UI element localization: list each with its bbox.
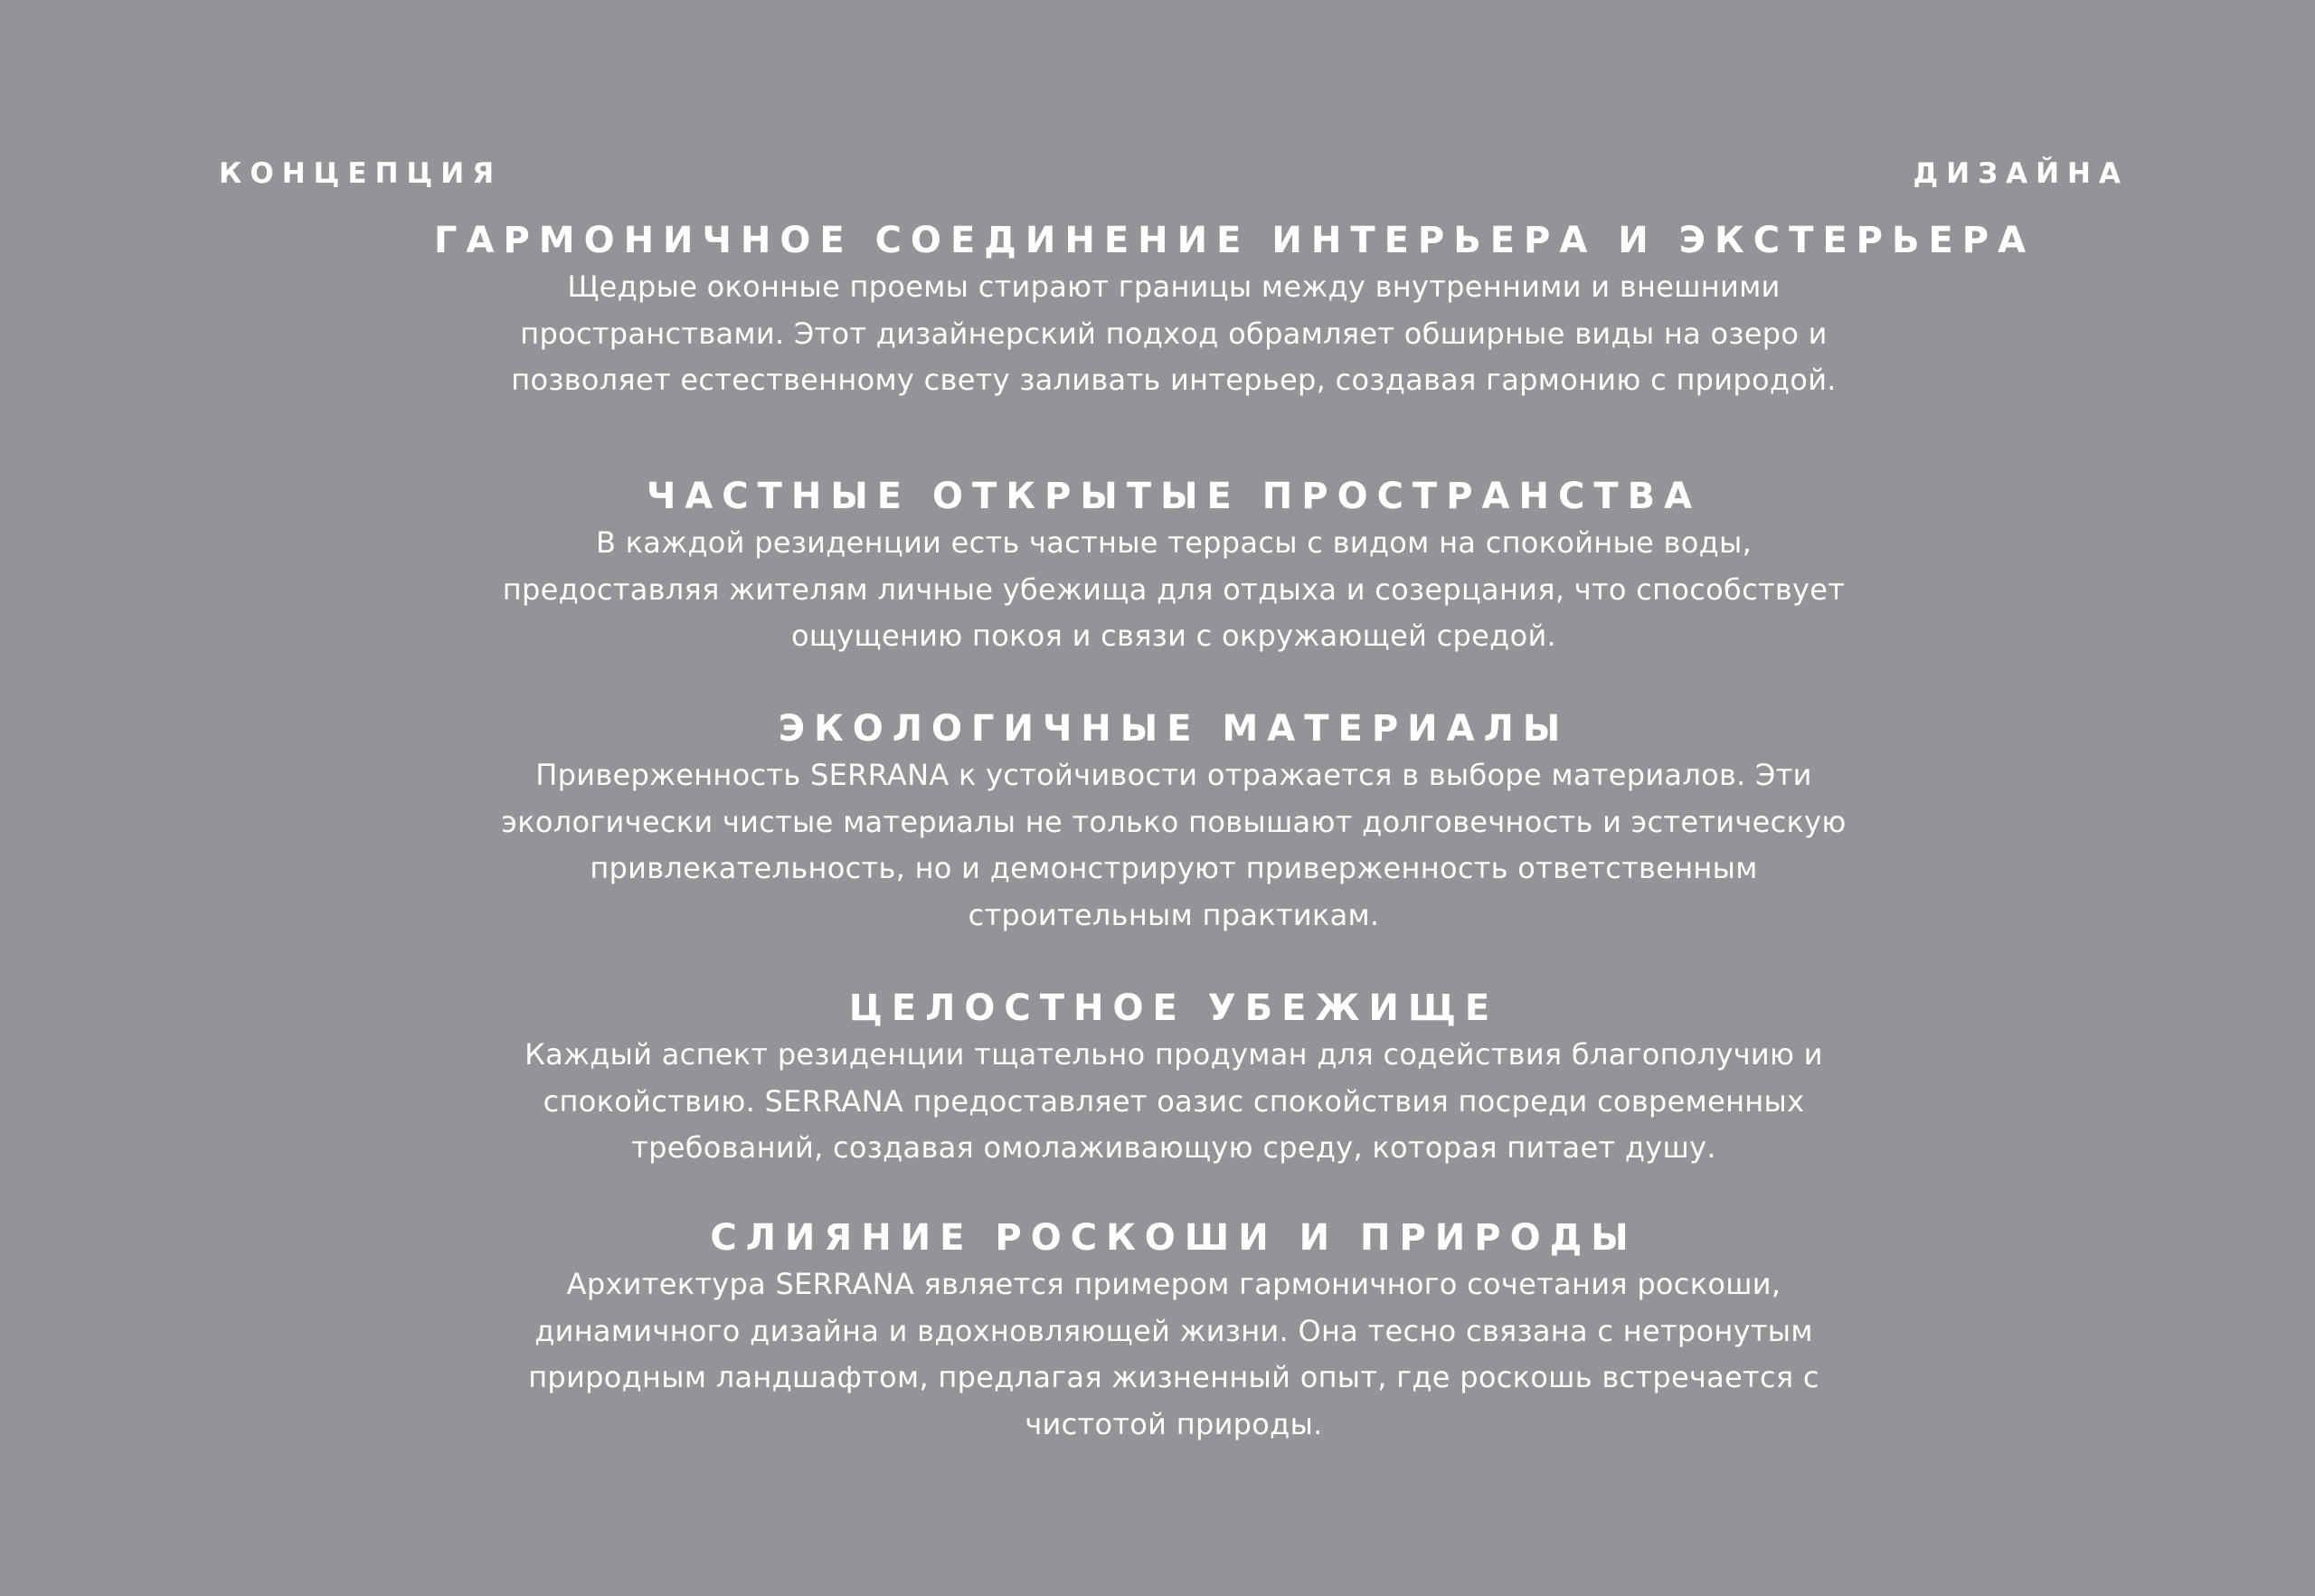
body-line: спокойствию. SERRANA предоставляет оазис спокойствия посреди современных — [543, 1083, 1805, 1119]
body-line: ощущению покоя и связи с окружающей средой. — [790, 619, 1557, 653]
body-line: требований, создавая омолаживающую среду, которая питает душу. — [631, 1130, 1716, 1165]
body-line: В каждой резиденции есть частные террасы с видом на спокойные воды, — [595, 525, 1753, 560]
section-holistic-retreat — [434, 985, 1913, 1172]
body-line: Архитектура SERRANA является примером гармоничного сочетания роскоши, — [566, 1267, 1781, 1301]
content-area — [434, 0, 2036, 1596]
body-line: экологически чистые материалы не только повышают долговечность и эстетическую — [501, 804, 1847, 839]
section-harmonious-connection — [434, 217, 2036, 404]
body-line: Приверженность SERRANA к устойчивости отражается в выборе материалов. Эти — [535, 758, 1812, 792]
body-line: динамичного дизайна и вдохновляющей жизни. Она тесно связана с нетронутым — [534, 1313, 1813, 1348]
section-private-outdoor-spaces — [434, 473, 1913, 660]
body-line: позволяет естественному свету заливать интерьер, создавая гармонию с природой. — [511, 363, 1837, 397]
body-line: пространствами. Этот дизайнерский подход обрамляет обширные виды на озеро и — [520, 316, 1828, 351]
body-line: чистотой природы. — [1025, 1406, 1323, 1441]
section-body — [450, 264, 1897, 404]
header-right-label: ДИЗАЙНА — [1913, 157, 2129, 190]
body-line: привлекательность, но и демонстрируют приверженность ответственным — [590, 851, 1758, 885]
section-body — [450, 520, 1897, 660]
section-title: ЭКОЛОГИЧНЫЕ МАТЕРИАЛЫ — [778, 708, 1570, 750]
section-title: ЦЕЛОСТНОЕ УБЕЖИЩЕ — [848, 987, 1499, 1029]
section-title: ЧАСТНЫЕ ОТКРЫТЫЕ ПРОСТРАНСТВА — [646, 476, 1702, 517]
body-line: предоставляя жителям личные убежища для отдыха и созерцания, что способствует — [502, 571, 1846, 607]
header-left-label: КОНЦЕПЦИЯ — [219, 157, 503, 190]
body-line: природным ландшафтом, предлагая жизненный опыт, где роскошь встречается с — [528, 1360, 1819, 1394]
section-title: ГАРМОНИЧНОЕ СОЕДИНЕНИЕ ИНТЕРЬЕРА И ЭКСТЕРЬЕРА — [434, 220, 2036, 261]
body-line: строительным практикам. — [968, 897, 1380, 932]
section-body — [450, 752, 1897, 939]
body-line: Каждый аспект резиденции тщательно продуман для содействия благополучию и — [524, 1037, 1823, 1072]
section-body — [450, 1032, 1897, 1172]
section-luxury-and-nature — [434, 1214, 1913, 1448]
section-eco-materials — [434, 705, 1913, 939]
section-body — [450, 1261, 1897, 1448]
body-line: Щедрые оконные проемы стирают границы между внутренними и внешними — [567, 269, 1781, 304]
section-title: СЛИЯНИЕ РОСКОШИ И ПРИРОДЫ — [710, 1217, 1638, 1259]
